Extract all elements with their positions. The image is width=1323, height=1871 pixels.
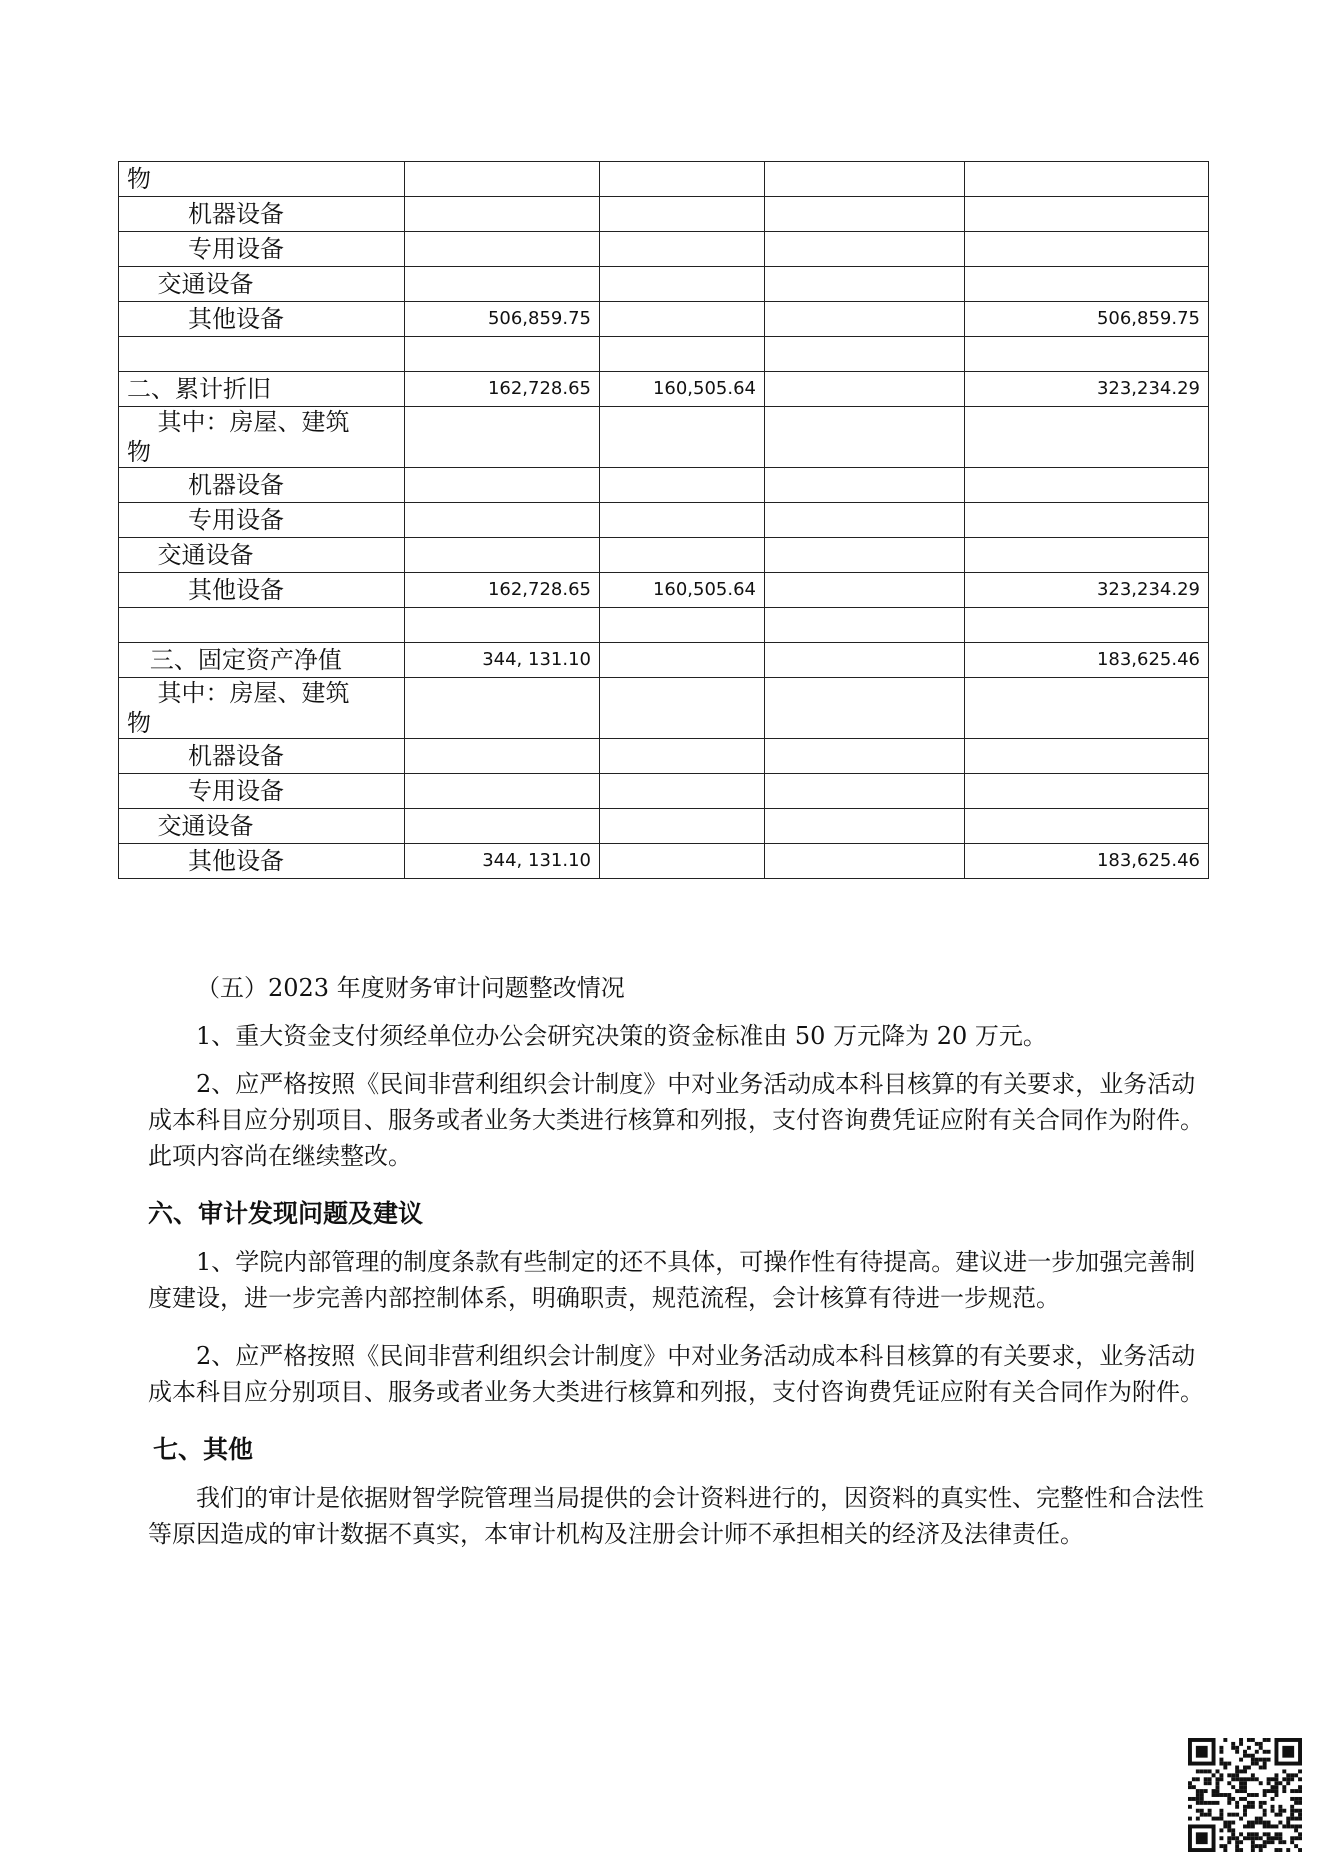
- table-cell: 506,859.75: [965, 302, 1209, 337]
- table-cell: [965, 468, 1209, 503]
- table-cell: [765, 739, 965, 774]
- table-cell: [600, 302, 765, 337]
- section5-paragraph-1: 1、重大资金支付须经单位办公会研究决策的资金标准由 50 万元降为 20 万元。: [196, 1022, 1047, 1050]
- table-row: [119, 372, 1209, 407]
- row-label: 物: [119, 162, 405, 197]
- section6-paragraph-1: 1、学院内部管理的制度条款有些制定的还不具体，可操作性有待提高。建议进一步加强完善制度建设，进一步完善内部控制体系，明确职责，规范流程，会计核算有待进一步规范。: [148, 1248, 1196, 1312]
- table-cell: 183,625.46: [965, 643, 1209, 678]
- section6-heading: 六、审计发现问题及建议: [148, 1199, 424, 1228]
- table-cell: [600, 337, 765, 372]
- table-cell: [965, 267, 1209, 302]
- table-cell: 160,505.64: [600, 372, 765, 407]
- table-cell: [965, 774, 1209, 809]
- row-label: [119, 337, 405, 372]
- table-cell: [600, 844, 765, 879]
- table-cell: [765, 503, 965, 538]
- table-cell: [600, 197, 765, 232]
- table-row: [119, 844, 1209, 879]
- row-label: 机器设备: [119, 197, 405, 232]
- row-label: 专用设备: [119, 503, 405, 538]
- table-cell: [765, 809, 965, 844]
- table-cell: [405, 739, 600, 774]
- table-cell: [765, 844, 965, 879]
- table-cell: [600, 608, 765, 643]
- table-cell: 506,859.75: [405, 302, 600, 337]
- table-cell: [600, 267, 765, 302]
- table-cell: 162,728.65: [405, 573, 600, 608]
- table-cell: [965, 407, 1209, 468]
- table-cell: 162,728.65: [405, 372, 600, 407]
- table-cell: [405, 337, 600, 372]
- section7-paragraph-1: 我们的审计是依据财智学院管理当局提供的会计资料进行的，因资料的真实性、完整性和合法性等原因造成的审计数据不真实，本审计机构及注册会计师不承担相关的经济及法律责任。: [148, 1484, 1204, 1548]
- table-cell: [765, 608, 965, 643]
- table-cell: 323,234.29: [965, 372, 1209, 407]
- table-row: [119, 197, 1209, 232]
- row-label: 专用设备: [119, 232, 405, 267]
- row-label: 交通设备: [119, 538, 405, 573]
- table-row: [119, 678, 1209, 739]
- table-cell: [765, 162, 965, 197]
- row-label: 三、固定资产净值: [119, 643, 405, 678]
- row-label: 机器设备: [119, 468, 405, 503]
- row-label: 交通设备: [119, 809, 405, 844]
- table-cell: [405, 232, 600, 267]
- table-row: [119, 739, 1209, 774]
- table-cell: [765, 468, 965, 503]
- table-cell: [765, 643, 965, 678]
- table-cell: 323,234.29: [965, 573, 1209, 608]
- table-cell: [600, 232, 765, 267]
- table-row: [119, 608, 1209, 643]
- table-cell: [600, 774, 765, 809]
- table-row: [119, 643, 1209, 678]
- table-cell: [965, 503, 1209, 538]
- table-cell: [765, 573, 965, 608]
- table-cell: [600, 468, 765, 503]
- table-cell: [965, 232, 1209, 267]
- table-row: [119, 774, 1209, 809]
- table-cell: [600, 739, 765, 774]
- row-label: 其中：房屋、建筑 物: [119, 407, 405, 468]
- table-cell: [765, 197, 965, 232]
- table-cell: [600, 538, 765, 573]
- fixed-assets-table: [118, 161, 1209, 879]
- qr-code-icon: [1188, 1738, 1302, 1852]
- table-cell: [765, 302, 965, 337]
- row-label: 其他设备: [119, 302, 405, 337]
- table-cell: [405, 197, 600, 232]
- table-cell: [405, 267, 600, 302]
- row-label: 二、累计折旧: [119, 372, 405, 407]
- document-body: [148, 970, 1208, 1552]
- row-label: [119, 608, 405, 643]
- table-cell: [765, 774, 965, 809]
- table-cell: [405, 809, 600, 844]
- table-cell: [405, 774, 600, 809]
- table-cell: [765, 337, 965, 372]
- table-cell: [405, 162, 600, 197]
- table-cell: [765, 407, 965, 468]
- table-cell: [600, 407, 765, 468]
- row-label: 交通设备: [119, 267, 405, 302]
- table-row: [119, 538, 1209, 573]
- table-cell: [965, 337, 1209, 372]
- table-row: [119, 573, 1209, 608]
- table-body: [119, 162, 1209, 879]
- table-row: [119, 337, 1209, 372]
- table-cell: [600, 809, 765, 844]
- table-cell: [600, 503, 765, 538]
- table-cell: [600, 162, 765, 197]
- row-label: 其他设备: [119, 573, 405, 608]
- row-label: 专用设备: [119, 774, 405, 809]
- table-row: [119, 503, 1209, 538]
- table-cell: 344, 131.10: [405, 643, 600, 678]
- table-row: [119, 162, 1209, 197]
- table-cell: [965, 608, 1209, 643]
- table-cell: [765, 267, 965, 302]
- section6-paragraph-2: 2、应严格按照《民间非营利组织会计制度》中对业务活动成本科目核算的有关要求，业务活动成本科目应分别项目、服务或者业务大类进行核算和列报，支付咨询费凭证应附有关合同作为附件。: [148, 1342, 1204, 1406]
- table-cell: [965, 197, 1209, 232]
- table-cell: [405, 538, 600, 573]
- table-row: [119, 809, 1209, 844]
- table-cell: [405, 407, 600, 468]
- table-cell: 160,505.64: [600, 573, 765, 608]
- table-cell: [405, 503, 600, 538]
- table-cell: [965, 538, 1209, 573]
- row-label: 其中：房屋、建筑 物: [119, 678, 405, 739]
- table-row: [119, 302, 1209, 337]
- table-cell: [600, 643, 765, 678]
- table-cell: [405, 678, 600, 739]
- table-cell: [765, 372, 965, 407]
- table-cell: [965, 809, 1209, 844]
- table-cell: [405, 468, 600, 503]
- table-row: [119, 468, 1209, 503]
- table-cell: [405, 608, 600, 643]
- table-row: [119, 267, 1209, 302]
- section5-paragraph-2: 2、应严格按照《民间非营利组织会计制度》中对业务活动成本科目核算的有关要求，业务活动成本科目应分别项目、服务或者业务大类进行核算和列报，支付咨询费凭证应附有关合同作为附件。此项内容尚在继续整改。: [148, 1070, 1204, 1170]
- table-cell: [600, 678, 765, 739]
- table-cell: [765, 538, 965, 573]
- table-row: [119, 232, 1209, 267]
- table-row: [119, 407, 1209, 468]
- section5-heading: （五）2023 年度财务审计问题整改情况: [196, 974, 625, 1002]
- row-label: 其他设备: [119, 844, 405, 879]
- table-cell: [765, 678, 965, 739]
- table-cell: [965, 739, 1209, 774]
- section7-heading: 七、其他: [153, 1435, 254, 1464]
- table-cell: [965, 162, 1209, 197]
- table-cell: [965, 678, 1209, 739]
- table-cell: [765, 232, 965, 267]
- table-cell: 183,625.46: [965, 844, 1209, 879]
- row-label: 机器设备: [119, 739, 405, 774]
- table-cell: 344, 131.10: [405, 844, 600, 879]
